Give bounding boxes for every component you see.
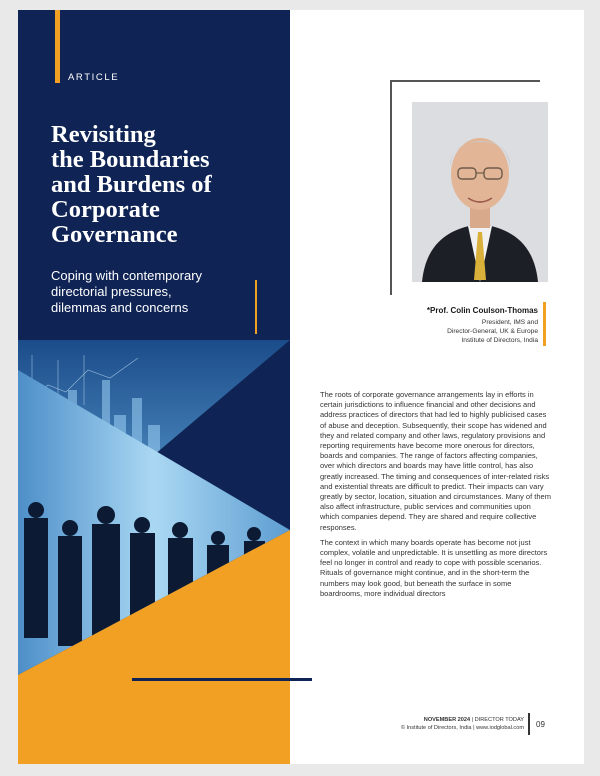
title-line: the Boundaries (51, 146, 210, 173)
article-body (320, 390, 552, 604)
magazine-page (18, 10, 584, 764)
subtitle-line: dilemmas and concerns (51, 300, 189, 315)
author-name: *Prof. Colin Coulson-Thomas (426, 306, 538, 315)
photo-frame-line (390, 80, 392, 295)
footer-publication: | DIRECTOR TODAY (470, 717, 524, 723)
photo-frame-line (390, 80, 540, 82)
footer-divider (528, 713, 530, 735)
page-footer (336, 716, 524, 732)
subtitle-line: directorial pressures, (51, 284, 172, 299)
article-title (51, 122, 271, 247)
title-line: Corporate (51, 196, 160, 223)
author-title-line: Director-General, UK & Europe (447, 328, 538, 335)
body-paragraph: The context in which many boards operate has become not just complex, volatile and unpredictable. It is unsettling as more directors feel no longer in control and ready to cope with possible scenarios. Rituals of governance might continue, and in the short-term the numbers may look good, but beneath the surface in some boardrooms, more individual directors (320, 537, 548, 598)
title-line: Governance (51, 221, 178, 248)
title-line: and Burdens of (51, 171, 212, 198)
footer-issue: NOVEMBER 2024 (423, 717, 471, 723)
author-accent-bar (543, 302, 546, 346)
article-kicker: ARTICLE (68, 72, 120, 83)
decorative-divider (132, 678, 312, 681)
footer-copyright: © Institute of Directors, India | www.iodglobal.com (400, 725, 524, 731)
page-number: 09 (536, 720, 545, 729)
subtitle-line: Coping with contemporary (51, 268, 203, 283)
footer-issue-line (336, 716, 524, 724)
author-title-line: Institute of Directors, India (461, 337, 538, 344)
author-title-line: President, IMS and (481, 319, 538, 326)
subtitle-accent-bar (255, 280, 257, 334)
navy-cover-panel (18, 10, 290, 764)
article-subtitle (51, 268, 271, 316)
author-photo (412, 102, 548, 282)
title-line: Revisiting (51, 121, 156, 148)
body-paragraph: The roots of corporate governance arrangements lay in efforts in certain jurisdictions to influence financial and other decisions and address practices of directors that had led to highly publicised cases of abuse and deception. Subsequently, their scope has widened and they and related company and other laws, regulatory provisions and reporting requirements have become more onerous for directors, boards and companies. The range of factors affecting companies, over which directors and boards may have little control, has also greatly increased. The timing and consequences of inter-related risks and existential threats are difficult to predict. Their impacts can vary greatly by sector, location, situation and circumstances. Many of them also affect infrastructure, public services and communities upon which companies depend. They are shared and require collective responses. (320, 390, 551, 532)
orange-accent-bar (55, 10, 60, 83)
